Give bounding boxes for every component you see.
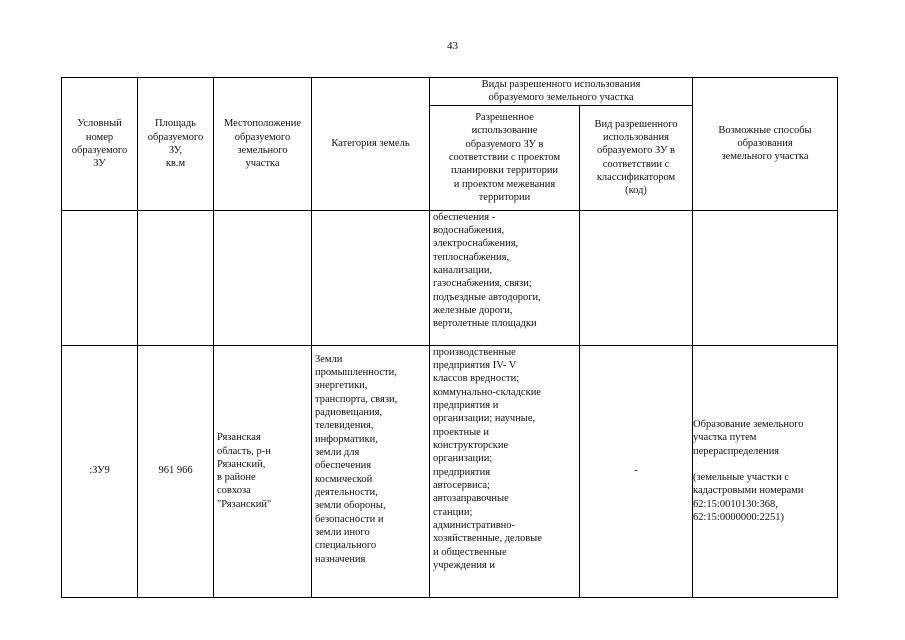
text-line: классификатором (596, 171, 676, 183)
text-line: (земельные участки с (693, 471, 790, 483)
text-line: производственные (433, 346, 516, 358)
text-line: коммунально-складские (433, 386, 541, 398)
text-line: космической (315, 473, 373, 485)
text-line: информатики, (315, 433, 378, 445)
text-line: хозяйственные, деловые (433, 533, 542, 545)
text-line: учреждения и (433, 559, 496, 571)
text-line: предприятия IV- V (433, 359, 517, 371)
text-line: промышленности, (315, 366, 397, 378)
text-line: электроснабжения, (433, 238, 519, 250)
methods-cadastral-text (693, 471, 834, 524)
cell-permitted-use (430, 345, 580, 597)
header-area (138, 78, 214, 211)
text-line: ЗУ (93, 158, 106, 170)
cell-empty (138, 210, 214, 345)
text-line: образуемого (147, 131, 204, 143)
text-line: Образование земельного (693, 419, 804, 430)
text-line: канализации, (433, 264, 493, 276)
text-line: ЗУ, (168, 144, 183, 156)
text-line: участка путем (693, 432, 757, 444)
text-line: 62:15:0000000:2251) (693, 511, 785, 523)
text-line: Вид разрешенного (594, 118, 678, 130)
cell-empty (214, 210, 312, 345)
header-permitted-use (430, 105, 580, 210)
text-line: кадастровыми номерами (693, 485, 804, 497)
text-line: образуемого (71, 144, 128, 156)
text-line: Земли (315, 353, 343, 365)
text-line: энергетики, (315, 380, 368, 392)
text-line: земли обороны, (315, 500, 386, 512)
header-methods (693, 78, 838, 211)
text-line: земельного (237, 144, 288, 156)
cell-classifier: - (580, 345, 693, 597)
header-category: Категория земель (312, 78, 430, 211)
text-line: 62:15:0010130:368, (693, 498, 778, 510)
text-line: в районе (217, 472, 256, 484)
text-line: образуемого земельного участка (488, 92, 634, 104)
text-line: газоснабжения, связи; (433, 278, 532, 290)
text-line: образования (737, 138, 793, 150)
text-line: автозаправочные (433, 493, 509, 505)
text-line: соответствии с (602, 158, 670, 170)
header-row-top (62, 78, 838, 106)
text-line: образуемого ЗУ в (465, 138, 544, 150)
text-line: Виды разрешенного использования (481, 79, 641, 90)
text-line: Возможные способы (718, 124, 812, 136)
text-line: область, р-н (217, 445, 271, 457)
text-line: предприятия (433, 466, 491, 478)
land-plot-table (61, 77, 838, 598)
text-line: водоснабжения, (433, 224, 505, 236)
text-line: Разрешенное (475, 112, 534, 123)
text-line: земельного участка (721, 151, 809, 163)
text-line: кв.м (165, 158, 186, 170)
cell-empty (580, 210, 693, 345)
text-line: планировки территории (450, 165, 559, 177)
cell-methods (693, 345, 838, 597)
text-line: использования (603, 132, 669, 143)
text-line: "Рязанский" (217, 498, 272, 510)
header-location (214, 78, 312, 211)
header-classifier (580, 105, 693, 210)
table-row-zu9 (62, 345, 838, 597)
text-line: номер (85, 131, 114, 143)
text-line: назначения (315, 553, 366, 565)
text-line: транспорта, связи, (315, 393, 398, 405)
text-line: теплоснабжения, (433, 251, 510, 263)
page-number: 43 (447, 40, 458, 52)
text-line: станции; (433, 506, 473, 518)
text-line: Площадь (155, 118, 196, 130)
text-line: использование (471, 125, 538, 137)
text-line: радиовещания, (315, 406, 383, 418)
text-line: организации; (433, 453, 493, 465)
cell-location (214, 345, 312, 597)
cell-zu-number: :ЗУ9 (62, 345, 138, 597)
text-line: земли для (315, 446, 360, 458)
text-line: подъездные автодороги, (433, 291, 541, 303)
text-line: деятельности, (315, 486, 378, 498)
text-line: Условный (77, 118, 122, 130)
text-line: телевидения, (315, 420, 374, 432)
text-line: обеспечения (315, 460, 372, 472)
text-line: и общественные (433, 546, 507, 558)
text-line: Местоположение (223, 118, 302, 130)
text-line: проектные и (433, 426, 490, 438)
text-line: образуемого ЗУ в (596, 145, 676, 157)
text-line: соответствии с проектом (448, 151, 561, 163)
cell-empty (312, 210, 430, 345)
text-line: специального (315, 540, 377, 552)
text-line: (код) (625, 185, 647, 197)
text-line: перераспределения (693, 445, 780, 457)
text-line: земли иного (315, 526, 370, 538)
header-usage-group (430, 78, 693, 106)
text-line: участка (245, 158, 280, 170)
table-row-continuation (62, 210, 838, 345)
cell-empty (693, 210, 838, 345)
text-line: вертолетные площадки (433, 318, 537, 330)
cell-empty (62, 210, 138, 345)
text-line: предприятия и (433, 399, 499, 411)
text-line: территории (478, 191, 531, 203)
text-line: административно- (433, 519, 516, 531)
text-line: образуемого (234, 131, 291, 143)
text-line: железные дороги, (433, 304, 513, 316)
methods-formation-text (693, 418, 834, 458)
text-line: и проектом межевания (453, 178, 556, 190)
text-line: обеспечения - (433, 211, 496, 223)
text-line: организации; научные, (433, 413, 536, 425)
cell-permitted-use-continuation (430, 210, 580, 345)
text-line: Рязанская (217, 432, 261, 444)
cell-area: 961 966 (138, 345, 214, 597)
header-zu-number (62, 78, 138, 211)
text-line: автосервиса; (433, 479, 490, 491)
cell-category (312, 345, 430, 597)
text-line: безопасности и (315, 513, 384, 525)
text-line: Рязанский, (217, 458, 266, 470)
text-line: классов вредности; (433, 373, 520, 385)
text-line: совхоза (217, 485, 251, 497)
text-line: конструкторские (433, 439, 509, 451)
